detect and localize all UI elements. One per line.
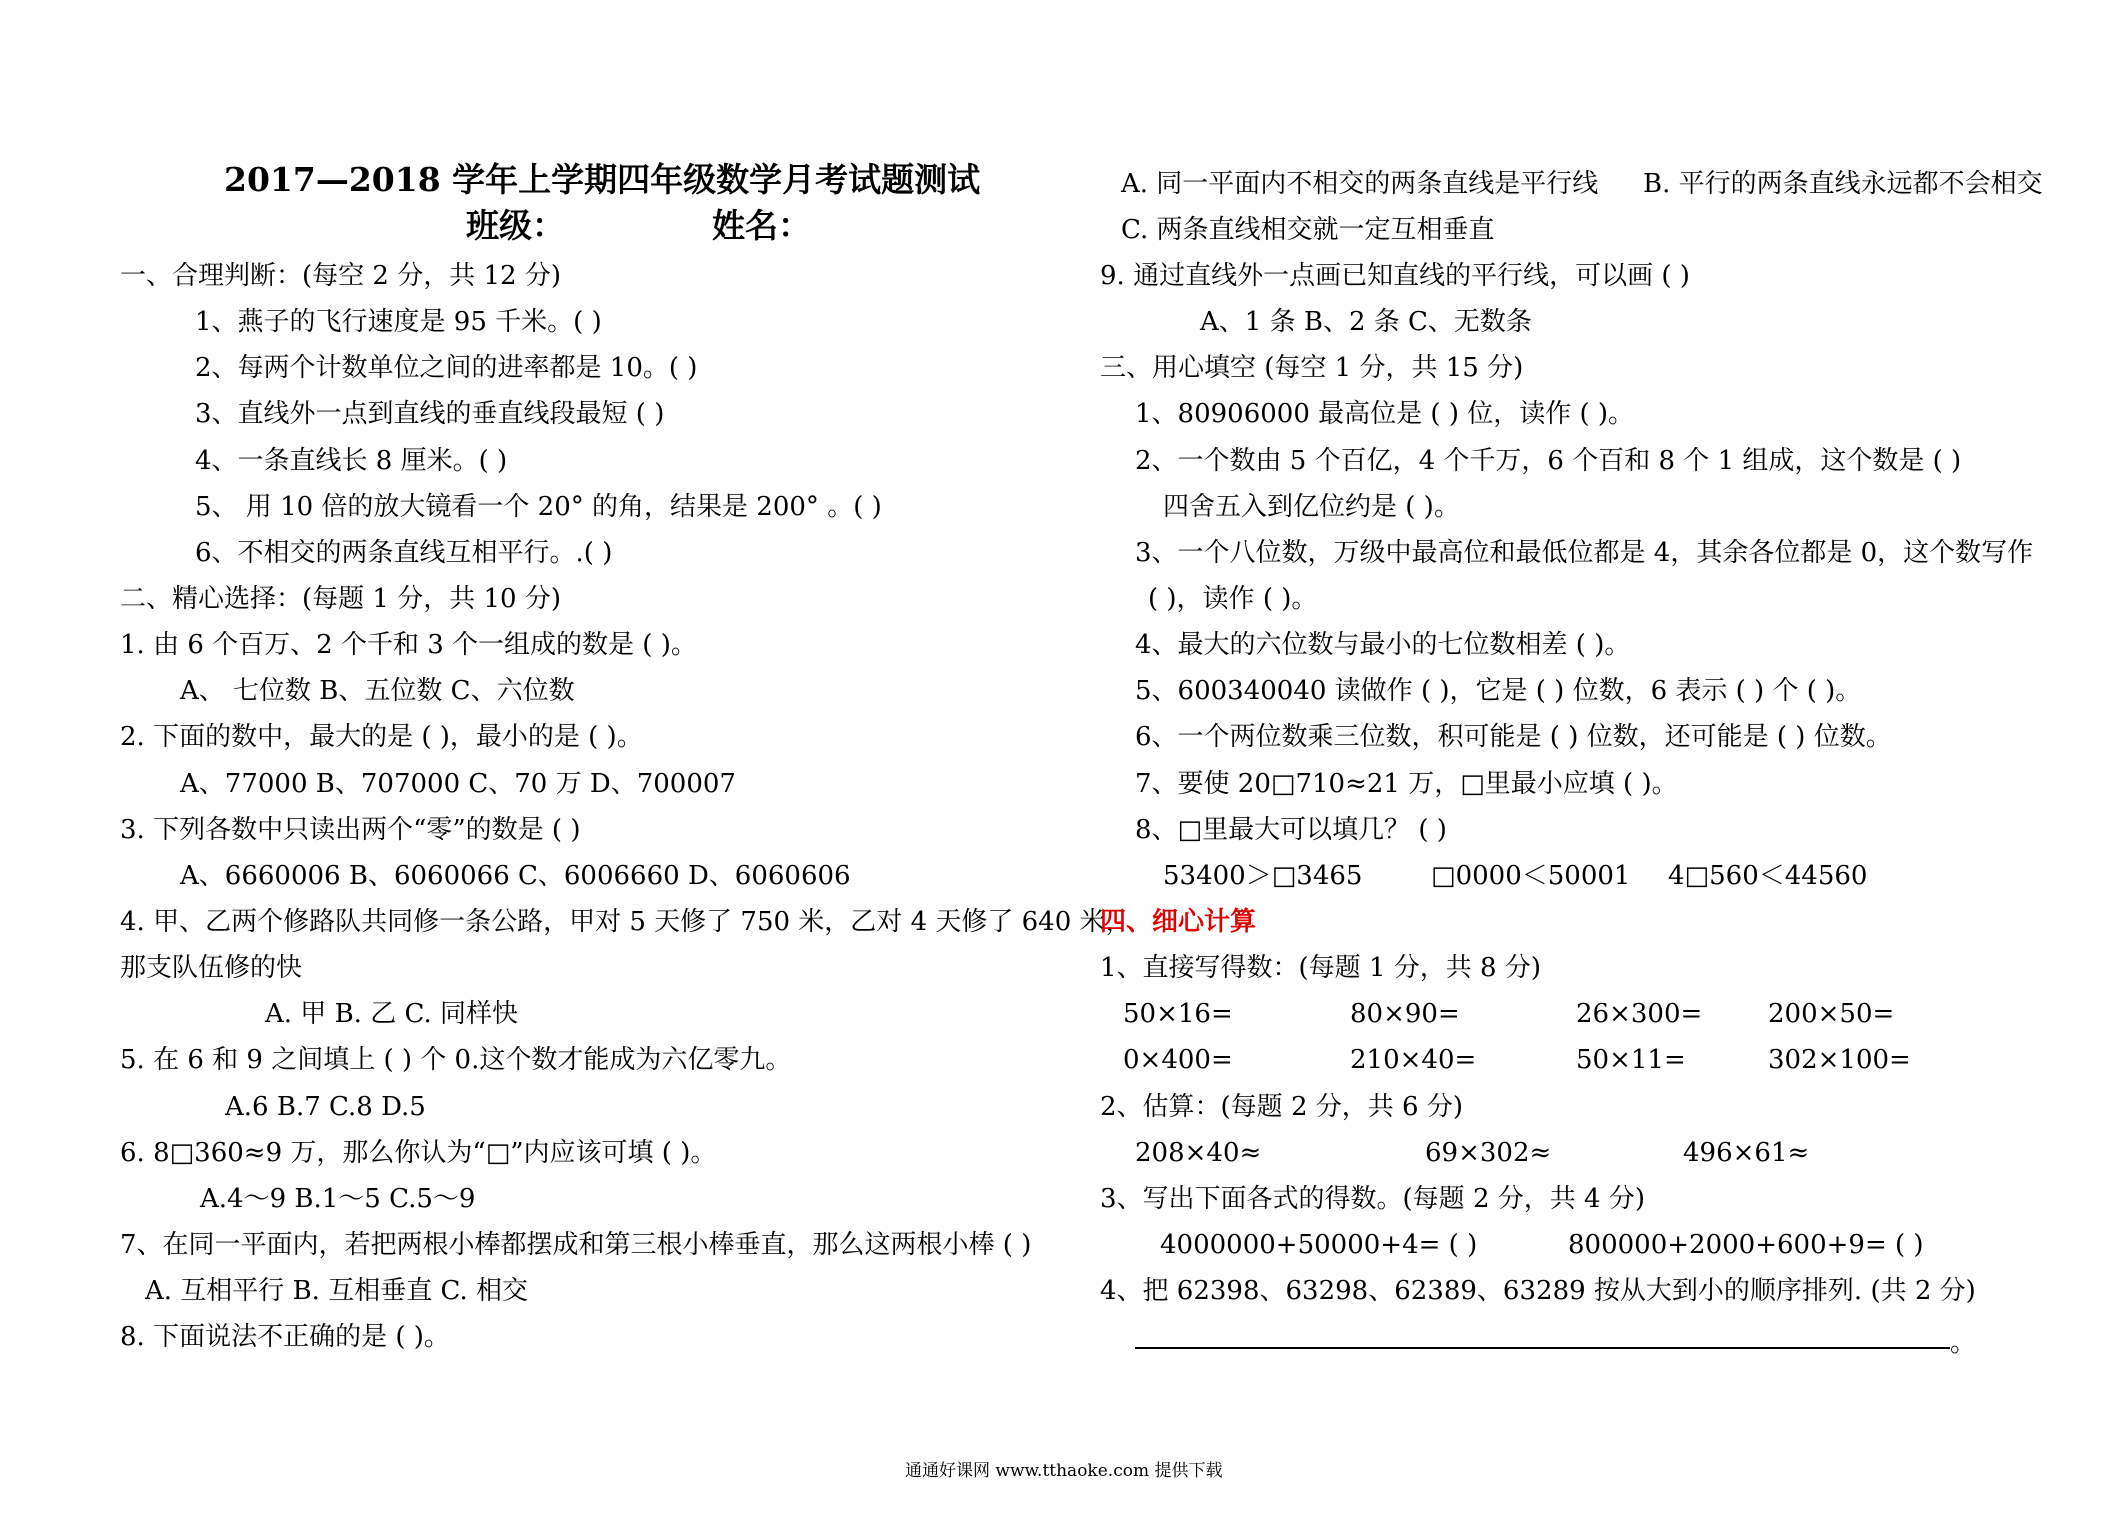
choice-option-a: A. 同一平面内不相交的两条直线是平行线 xyxy=(1121,169,1599,199)
choice-options: A. 甲 B. 乙 C. 同样快 xyxy=(265,999,518,1029)
sum-item: 800000+2000+600+9= ( ) xyxy=(1568,1230,1924,1260)
calc-item: 50×11= xyxy=(1576,1045,1686,1075)
fill-question: 5、600340040 读做作 ( )，它是 ( ) 位数，6 表示 ( ) 个 ( )。 xyxy=(1135,676,1862,706)
estimate-item: 69×302≈ xyxy=(1425,1138,1552,1168)
fill-question: 2、一个数由 5 个百亿，4 个千万，6 个百和 8 个 1 组成，这个数是 ( ) xyxy=(1135,446,1962,476)
section-judgment-heading: 一、合理判断：(每空 2 分，共 12 分) xyxy=(120,261,561,291)
inequality-item: 53400＞□3465 xyxy=(1163,861,1363,891)
section-fill-heading: 三、用心填空 (每空 1 分，共 15 分) xyxy=(1100,353,1524,383)
fill-question: 4、最大的六位数与最小的七位数相差 ( )。 xyxy=(1135,630,1631,660)
choice-options: A. 互相平行 B. 互相垂直 C. 相交 xyxy=(145,1276,528,1306)
choice-question-cont: 那支队伍修的快 xyxy=(120,953,303,983)
answer-line xyxy=(1135,1347,1950,1349)
choice-question: 2. 下面的数中，最大的是 ( )，最小的是 ( )。 xyxy=(120,722,643,752)
class-label: 班级： xyxy=(466,206,565,245)
section-choice-heading: 二、精心选择：(每题 1 分，共 10 分) xyxy=(120,584,561,614)
choice-options: A.4～9 B.1～5 C.5～9 xyxy=(200,1184,476,1214)
choice-question: 4. 甲、乙两个修路队共同修一条公路，甲对 5 天修了 750 米，乙对 4 天修了 640 米， xyxy=(120,907,1132,937)
answer-period: 。 xyxy=(1950,1328,1977,1358)
calc-question: 4、把 62398、63298、62389、63289 按从大到小的顺序排列. (共 2 分) xyxy=(1100,1276,1976,1306)
calc-question: 3、写出下面各式的得数。(每题 2 分，共 4 分) xyxy=(1100,1184,1645,1214)
choice-option-c: C. 两条直线相交就一定互相垂直 xyxy=(1121,215,1495,245)
choice-options: A、 七位数 B、五位数 C、六位数 xyxy=(180,676,575,706)
judgment-item: 1、燕子的飞行速度是 95 千米。( ) xyxy=(195,307,602,337)
choice-options: A、1 条 B、2 条 C、无数条 xyxy=(1200,307,1532,337)
fill-question: 7、要使 20□710≈21 万，□里最小应填 ( )。 xyxy=(1135,769,1678,799)
choice-options: A.6 B.7 C.8 D.5 xyxy=(225,1092,426,1122)
fill-question: 3、一个八位数，万级中最高位和最低位都是 4，其余各位都是 0，这个数写作 xyxy=(1135,538,2034,568)
choice-question: 6. 8□360≈9 万，那么你认为“□”内应该可填 ( )。 xyxy=(120,1138,717,1168)
choice-question: 9. 通过直线外一点画已知直线的平行线，可以画 ( ) xyxy=(1100,261,1690,291)
page-title: 2017—2018 学年上学期四年级数学月考试题测试 xyxy=(224,160,981,199)
calc-question: 2、估算：(每题 2 分，共 6 分) xyxy=(1100,1092,1463,1122)
choice-option-b: B. 平行的两条直线永远都不会相交 xyxy=(1643,169,2043,199)
judgment-item: 4、一条直线长 8 厘米。( ) xyxy=(195,446,508,476)
choice-question: 3. 下列各数中只读出两个“零”的数是 ( ) xyxy=(120,815,581,845)
inequality-item: 4□560＜44560 xyxy=(1668,861,1868,891)
judgment-item: 5、 用 10 倍的放大镜看一个 20° 的角，结果是 200° 。( ) xyxy=(195,492,882,522)
choice-question: 7、在同一平面内，若把两根小棒都摆成和第三根小棒垂直，那么这两根小棒 ( ) xyxy=(120,1230,1032,1260)
estimate-item: 496×61≈ xyxy=(1683,1138,1810,1168)
calc-item: 302×100= xyxy=(1768,1045,1911,1075)
inequality-item: □0000＜50001 xyxy=(1431,861,1631,891)
choice-question: 1. 由 6 个百万、2 个千和 3 个一组成的数是 ( )。 xyxy=(120,630,697,660)
calc-item: 50×16= xyxy=(1123,999,1233,1029)
fill-question-cont: ( )，读作 ( )。 xyxy=(1148,584,1318,614)
judgment-item: 3、直线外一点到直线的垂直线段最短 ( ) xyxy=(195,399,665,429)
estimate-item: 208×40≈ xyxy=(1135,1138,1262,1168)
calc-item: 26×300= xyxy=(1576,999,1703,1029)
section-calc-heading: 四、细心计算 xyxy=(1100,907,1257,937)
sum-item: 4000000+50000+4= ( ) xyxy=(1160,1230,1478,1260)
calc-item: 0×400= xyxy=(1123,1045,1233,1075)
calc-item: 200×50= xyxy=(1768,999,1895,1029)
judgment-item: 2、每两个计数单位之间的进率都是 10。( ) xyxy=(195,353,698,383)
choice-question: 5. 在 6 和 9 之间填上 ( ) 个 0.这个数才能成为六亿零九。 xyxy=(120,1045,792,1075)
calc-item: 210×40= xyxy=(1350,1045,1477,1075)
page-footer: 通通好课网 www.tthaoke.com 提供下载 xyxy=(905,1461,1223,1481)
name-label: 姓名： xyxy=(712,206,811,245)
calc-question: 1、直接写得数：(每题 1 分，共 8 分) xyxy=(1100,953,1541,983)
calc-item: 80×90= xyxy=(1350,999,1460,1029)
judgment-item: 6、不相交的两条直线互相平行。.( ) xyxy=(195,538,613,568)
fill-question: 6、一个两位数乘三位数，积可能是 ( ) 位数，还可能是 ( ) 位数。 xyxy=(1135,722,1892,752)
fill-question-cont: 四舍五入到亿位约是 ( )。 xyxy=(1163,492,1460,522)
choice-options: A、6660006 B、6060066 C、6006660 D、6060606 xyxy=(180,861,851,891)
fill-question: 1、80906000 最高位是 ( ) 位，读作 ( )。 xyxy=(1135,399,1635,429)
fill-question: 8、□里最大可以填几？ ( ) xyxy=(1135,815,1447,845)
choice-question: 8. 下面说法不正确的是 ( )。 xyxy=(120,1322,450,1352)
choice-options: A、77000 B、707000 C、70 万 D、700007 xyxy=(180,769,736,799)
